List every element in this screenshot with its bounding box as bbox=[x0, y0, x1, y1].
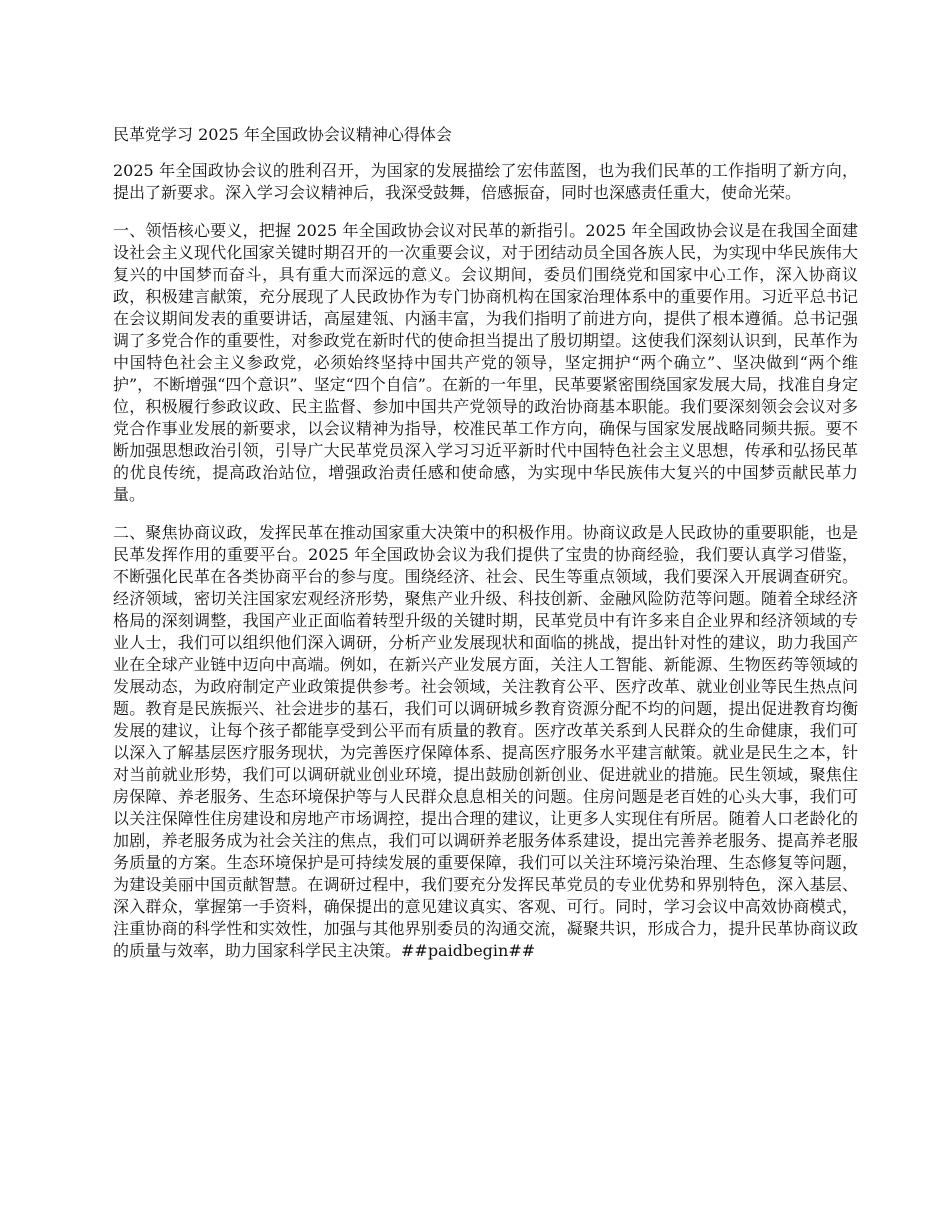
document-title: 民革党学习 2025 年全国政协会议精神心得体会 bbox=[113, 125, 452, 144]
paragraph-section-two: 二、聚焦协商议政，发挥民革在推动国家重大决策中的积极作用。协商议政是人民政协的重要职能，也是民革发挥作用的重要平台。2025 年全国政协会议为我们提供了宝贵的协商经验，我们要认真学习借鉴，不断强化民革在各类协商平台的参与度。围绕经济、社会、民生等重点领域，我们要深入开展调查研究。经济领域，密切关注国家宏观经济形势，聚焦产业升级、科技创新、金融风险防范等问题。随着全球经济格局的深刻调整，我国产业正面临着转型升级的关键时期，民革党员中有许多来自企业界和经济领域的专业人士，我们可以组织他们深入调研，分析产业发展现状和面临的挑战，提出针对性的建议，助力我国产业在全球产业链中迈向中高端。例如，在新兴产业发展方面，关注人工智能、新能源、生物医药等领域的发展动态，为政府制定产业政策提供参考。社会领域，关注教育公平、医疗改革、就业创业等民生热点问题。教育是民族振兴、社会进步的基石，我们可以调研城乡教育资源分配不均的问题，提出促进教育均衡发展的建议，让每个孩子都能享受到公平而有质量的教育。医疗改革关系到人民群众的生命健康，我们可以深入了解基层医疗服务现状，为完善医疗保障体系、提高医疗服务水平建言献策。就业是民生之本，针对当前就业形势，我们可以调研就业创业环境，提出鼓励创新创业、促进就业的措施。民生领域，聚焦住房保障、养老服务、生态环境保护等与人民群众息息相关的问题。住房问题是老百姓的心头大事，我们可以关注保障性住房建设和房地产市场调控，提出合理的建议，让更多人实现住有所居。随着人口老龄化的加剧，养老服务成为社会关注的焦点，我们可以调研养老服务体系建设，提出完善养老服务、提高养老服务质量的方案。生态环境保护是可持续发展的重要保障，我们可以关注环境污染治理、生态修复等问题，为建设美丽中国贡献智慧。在调研过程中，我们要充分发挥民革党员的专业优势和界别特色，深入基层、深入群众，掌握第一手资料，确保提出的意见建议真实、客观、可行。同时，学习会议中高效协商模式，注重协商的科学性和实效性，加强与其他界别委员的沟通交流，凝聚共识，形成合力，提升民革协商议政的质量与效率，助力国家科学民主决策。##paidbegin## bbox=[113, 523, 858, 960]
paragraph-section-one: 一、领悟核心要义，把握 2025 年全国政协会议对民革的新指引。2025 年全国政协会议是在我国全面建设社会主义现代化国家关键时期召开的一次重要会议，对于团结动员全国各族人民，为实现中华民族伟大复兴的中国梦而奋斗，具有重大而深远的意义。会议期间，委员们围绕党和国家中心工作，深入协商议政，积极建言献策，充分展现了人民政协作为专门协商机构在国家治理体系中的重要作用。习近平总书记在会议期间发表的重要讲话，高屋建瓴、内涵丰富，为我们指明了前进方向，提供了根本遵循。总书记强调了多党合作的重要性，对参政党在新时代的使命担当提出了殷切期望。这使我们深刻认识到，民革作为中国特色社会主义参政党，必须始终坚持中国共产党的领导，坚定拥护“两个确立”、坚决做到“两个维护”，不断增强“四个意识”、坚定“四个自信”。在新的一年里，民革要紧密围绕国家发展大局，找准自身定位，积极履行参政议政、民主监督、参加中国共产党领导的政治协商基本职能。我们要深刻领会会议对多党合作事业发展的新要求，以会议精神为指导，校准民革工作方向，确保与国家发展战略同频共振。要不断加强思想政治引领，引导广大民革党员深入学习习近平新时代中国特色社会主义思想，传承和弘扬民革的优良传统，提高政治站位，增强政治责任感和使命感，为实现中华民族伟大复兴的中国梦贡献民革力量。 bbox=[113, 221, 858, 504]
paragraph-intro: 2025 年全国政协会议的胜利召开，为国家的发展描绘了宏伟蓝图，也为我们民革的工作指明了新方向，提出了新要求。深入学习会议精神后，我深受鼓舞，倍感振奋，同时也深感责任重大，使命光荣。 bbox=[113, 161, 858, 202]
document-page bbox=[113, 124, 858, 962]
